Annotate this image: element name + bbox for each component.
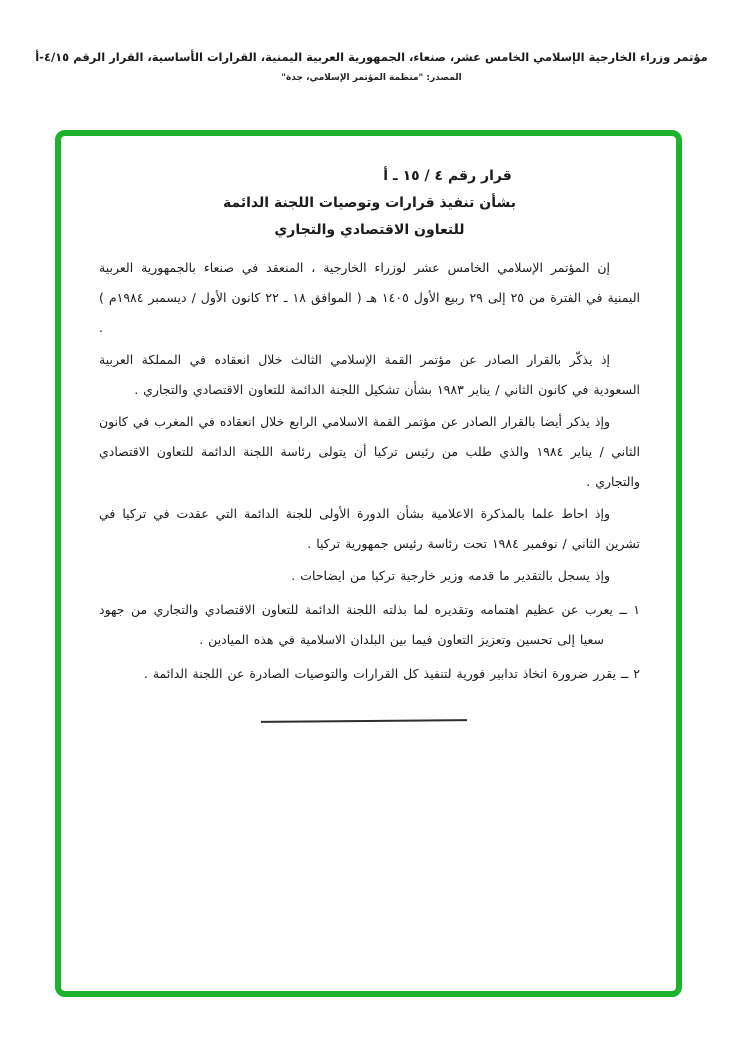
green-border-frame — [55, 130, 682, 997]
operative-item-2: ٢ ــ يقرر ضرورة اتخاذ تدابير فورية لتنفيذ كل القرارات والتوصيات الصادرة عن اللجنة الدائمة . — [143, 666, 640, 681]
header-source: المصدر: "منظمة المؤتمر الإسلامي، جدة" — [281, 73, 462, 83]
resolution-title-block — [99, 163, 640, 244]
preamble-paragraph-2: إذ يذكّر بالقرار الصادر عن مؤتمر القمة الإسلامي الثالث خلال انعقاده في المملكة العربية السعودية في كانون الثاني / يناير ١٩٨٣ بشأن تشكيل اللجنة الدائمة للتعاون الاقتصادي والتجاري . — [99, 352, 640, 397]
resolution-subject-line2: للتعاون الاقتصادي والتجاري — [274, 222, 465, 238]
operative-item-1: ١ ــ يعرب عن عظيم اهتمامه وتقديره لما بذلته اللجنة الدائمة للتعاون الاقتصادي والتجاري من جهود سعيا إلى تحسين وتعزيز التعاون فيما بين البلدان الاسلامية في هذه الميادين . — [99, 602, 640, 647]
resolution-content — [61, 136, 676, 991]
resolution-subject-line1: بشأن تنفيذ قرارات وتوصيات اللجنة الدائمة — [223, 195, 516, 211]
document-header — [30, 50, 713, 83]
header-title: مؤتمر وزراء الخارجية الإسلامي الخامس عشر، صنعاء، الجمهورية العربية اليمنية، القرارات الأساسية، القرار الرقم ٤/١٥-أ — [35, 50, 708, 64]
preamble-paragraph-5: وإذ يسجل بالتقدير ما قدمه وزير خارجية تركيا من ايضاحات . — [291, 568, 610, 583]
resolution-number: قرار رقم ٤ / ١٥ ـ أ — [383, 168, 512, 184]
preamble-paragraph-4: وإذ احاط علما بالمذكرة الاعلامية بشأن الدورة الأولى للجنة الدائمة التي عقدت في تركيا في تشرين الثاني / نوفمبر ١٩٨٤ تحت رئاسة رئيس جمهورية تركيا . — [99, 506, 640, 551]
resolution-body — [99, 253, 640, 689]
preamble-paragraph-1: إن المؤتمر الإسلامي الخامس عشر لوزراء الخارجية ، المنعقد في صنعاء بالجمهورية العربية اليمنية في الفترة من ٢٥ إلى ٢٩ ربيع الأول ١٤٠٥ هـ ( الموافق ١٨ ـ ٢٢ كانون الأول / ديسمبر ١٩٨٤م ) . — [99, 260, 640, 335]
preamble-paragraph-3: وإذ يذكر أيضا بالقرار الصادر عن مؤتمر القمة الاسلامي الرابع خلال انعقاده في المغرب في كانون الثاني / يناير ١٩٨٤ والذي طلب من رئيس تركيا أن يتولى رئاسة اللجنة الدائمة للتعاون الاقتصادي والتجاري . — [99, 414, 640, 489]
end-divider-line — [261, 719, 467, 723]
